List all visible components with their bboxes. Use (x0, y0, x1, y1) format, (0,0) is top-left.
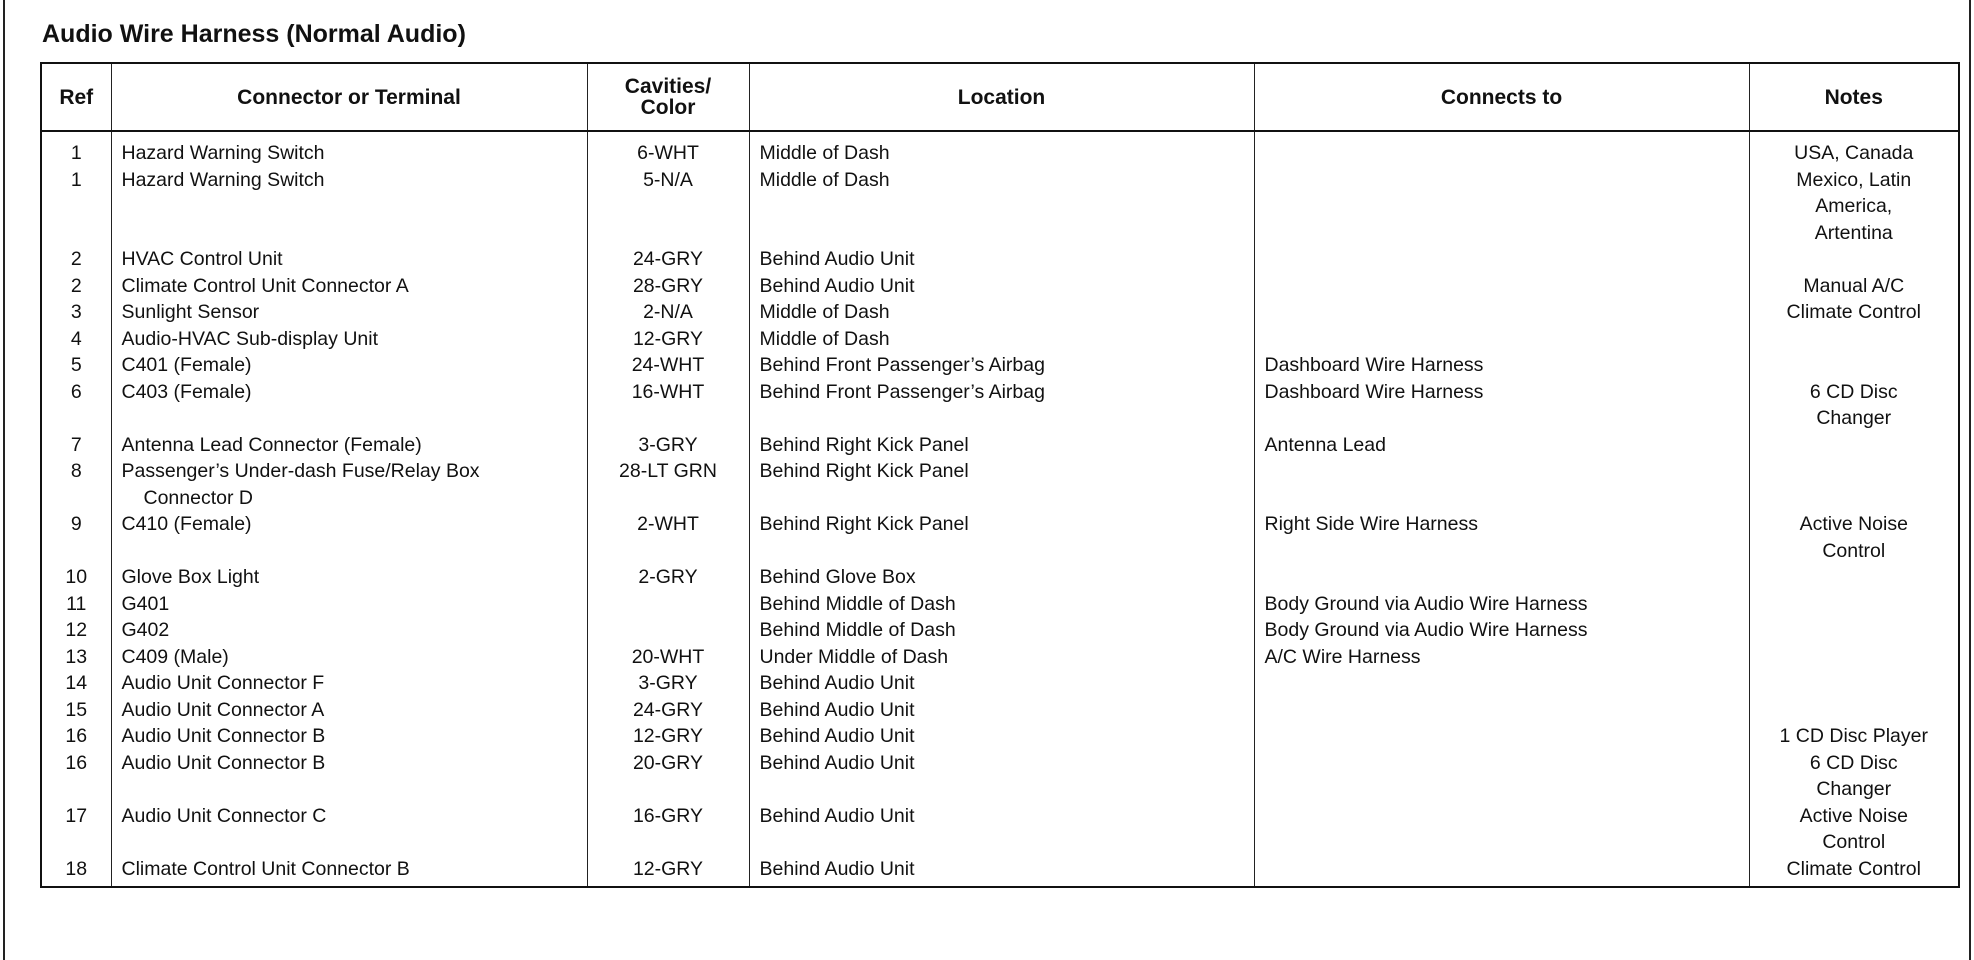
table-row (41, 617, 1959, 644)
cell-connector (111, 299, 587, 326)
header-ref: Ref (41, 63, 111, 131)
table-row (41, 273, 1959, 300)
cell-connector (111, 273, 587, 300)
cell-connects-to (1254, 131, 1749, 167)
cell-connector (111, 750, 587, 803)
cell-location: Behind Glove Box (749, 564, 1254, 591)
table-row (41, 564, 1959, 591)
cell-location: Behind Audio Unit (749, 697, 1254, 724)
cell-location: Behind Right Kick Panel (749, 432, 1254, 459)
cell-notes (1749, 511, 1959, 564)
cell-notes (1749, 750, 1959, 803)
cell-cavities: 12-GRY (587, 326, 749, 353)
notes-line: Climate Control (1786, 857, 1921, 880)
cell-connects-to (1254, 299, 1749, 326)
cell-location: Under Middle of Dash (749, 644, 1254, 671)
cell-cavities: 5-N/A (587, 167, 749, 247)
connector-line: Audio Unit Connector A (121, 698, 325, 721)
cell-notes (1749, 564, 1959, 591)
connector-line: Audio Unit Connector C (121, 804, 327, 827)
cell-ref: 16 (65, 751, 88, 774)
header-location: Location (749, 63, 1254, 131)
connector-line: Audio-HVAC Sub-display Unit (121, 327, 378, 350)
cell-notes (1749, 723, 1959, 750)
cell-connector (111, 458, 587, 511)
table-row (41, 379, 1959, 432)
cell-ref: 17 (65, 804, 88, 827)
cell-connects-to (1254, 458, 1749, 511)
page-right-border (1969, 0, 1971, 960)
connector-line: Audio Unit Connector B (121, 751, 326, 774)
table-row (41, 856, 1959, 888)
cell-notes (1749, 856, 1959, 888)
cell-location: Behind Right Kick Panel (749, 511, 1254, 564)
table-row (41, 167, 1959, 247)
cell-ref: 13 (65, 645, 88, 668)
cell-connects-to: A/C Wire Harness (1254, 644, 1749, 671)
header-notes: Notes (1749, 63, 1959, 131)
cell-cavities: 28-GRY (587, 273, 749, 300)
cell-cavities: 24-GRY (587, 246, 749, 273)
cell-connects-to (1254, 803, 1749, 856)
cell-cavities: 24-GRY (587, 697, 749, 724)
cell-ref: 11 (66, 592, 87, 615)
cell-cavities: 3-GRY (587, 670, 749, 697)
table-row (41, 697, 1959, 724)
connector-line: Glove Box Light (121, 566, 260, 588)
table-row (41, 670, 1959, 697)
cell-ref: 7 (70, 433, 82, 456)
cell-location: Behind Audio Unit (749, 273, 1254, 300)
cell-notes (1749, 432, 1959, 459)
table-row (41, 326, 1959, 353)
notes-line: America, (1815, 195, 1893, 217)
cell-ref: 1 (70, 168, 82, 191)
cell-location: Behind Front Passenger’s Airbag (749, 379, 1254, 432)
cell-connects-to (1254, 856, 1749, 888)
table-row (41, 458, 1959, 511)
notes-line: Manual A/C (1803, 274, 1905, 297)
cell-connects-to (1254, 167, 1749, 247)
connector-line: Climate Control Unit Connector A (121, 274, 409, 297)
connector-line: HVAC Control Unit (121, 248, 283, 270)
notes-line: Active Noise (1799, 513, 1908, 535)
cell-cavities: 24-WHT (587, 352, 749, 379)
connector-line: G402 (121, 619, 170, 641)
cell-connects-to: Antenna Lead (1254, 432, 1749, 459)
cell-ref: 6 (70, 380, 82, 403)
cell-ref: 9 (70, 513, 82, 535)
notes-line: USA, Canada (1794, 142, 1914, 164)
cell-notes (1749, 697, 1959, 724)
cell-cavities: 12-GRY (587, 723, 749, 750)
notes-line: 6 CD Disc (1809, 751, 1898, 774)
header-cavities-line1: Cavities/ (624, 75, 712, 98)
cell-location: Behind Front Passenger’s Airbag (749, 352, 1254, 379)
cell-connector (111, 432, 587, 459)
cell-location: Middle of Dash (749, 131, 1254, 167)
cell-connector (111, 326, 587, 353)
cell-ref: 16 (65, 725, 88, 747)
cell-connector (111, 564, 587, 591)
cell-connects-to (1254, 564, 1749, 591)
harness-table (40, 62, 1960, 888)
cell-connector (111, 591, 587, 618)
cell-connects-to: Right Side Wire Harness (1254, 511, 1749, 564)
connector-line: Connector D (143, 486, 253, 509)
cell-ref: 1 (70, 142, 82, 164)
connector-line: Climate Control Unit Connector B (121, 857, 410, 880)
cell-connects-to (1254, 326, 1749, 353)
cell-connector (111, 803, 587, 856)
cell-cavities: 28-LT GRN (587, 458, 749, 511)
cell-connector (111, 670, 587, 697)
cell-cavities: 12-GRY (587, 856, 749, 888)
cell-notes (1749, 803, 1959, 856)
table-row (41, 644, 1959, 671)
header-cavities-line2: Color (640, 96, 696, 119)
cell-connects-to (1254, 273, 1749, 300)
cell-cavities: 2-N/A (587, 299, 749, 326)
connector-line: G401 (121, 592, 170, 615)
notes-line: Changer (1816, 778, 1892, 800)
cell-location: Behind Audio Unit (749, 723, 1254, 750)
cell-notes (1749, 167, 1959, 247)
cell-ref: 2 (70, 274, 82, 297)
table-header-row (41, 63, 1959, 131)
table-row (41, 723, 1959, 750)
table-row (41, 591, 1959, 618)
table-row (41, 803, 1959, 856)
cell-connects-to (1254, 697, 1749, 724)
cell-notes (1749, 644, 1959, 671)
cell-connects-to: Body Ground via Audio Wire Harness (1254, 591, 1749, 618)
cell-connects-to (1254, 723, 1749, 750)
table-row (41, 352, 1959, 379)
notes-line: 1 CD Disc Player (1779, 725, 1928, 747)
cell-connects-to: Body Ground via Audio Wire Harness (1254, 617, 1749, 644)
notes-line: Active Noise (1799, 804, 1908, 827)
table-row (41, 432, 1959, 459)
cell-location: Behind Audio Unit (749, 803, 1254, 856)
cell-ref: 10 (65, 566, 88, 588)
cell-connector (111, 379, 587, 432)
connector-line: Antenna Lead Connector (Female) (121, 433, 422, 456)
cell-cavities: 20-GRY (587, 750, 749, 803)
cell-location: Behind Middle of Dash (749, 617, 1254, 644)
cell-location: Middle of Dash (749, 167, 1254, 247)
notes-line: Climate Control (1786, 301, 1921, 323)
header-connector: Connector or Terminal (111, 63, 587, 131)
notes-line: Artentina (1814, 221, 1893, 244)
cell-notes (1749, 131, 1959, 167)
cell-connector (111, 697, 587, 724)
cell-connector (111, 246, 587, 273)
cell-location: Middle of Dash (749, 299, 1254, 326)
cell-ref: 12 (65, 619, 88, 641)
notes-line: Control (1822, 831, 1886, 853)
page-left-border (3, 0, 5, 960)
cell-cavities: 3-GRY (587, 432, 749, 459)
table-row (41, 246, 1959, 273)
notes-line: Control (1822, 539, 1886, 562)
table-row (41, 131, 1959, 167)
cell-connector (111, 644, 587, 671)
table-body (41, 131, 1959, 887)
cell-location: Behind Right Kick Panel (749, 458, 1254, 511)
cell-cavities: 16-WHT (587, 379, 749, 432)
connector-line: Hazard Warning Switch (121, 168, 325, 191)
cell-cavities (587, 617, 749, 644)
cell-connector (111, 723, 587, 750)
cell-connector (111, 617, 587, 644)
cell-ref: 8 (70, 460, 82, 482)
cell-location: Behind Audio Unit (749, 246, 1254, 273)
cell-location: Middle of Dash (749, 326, 1254, 353)
cell-cavities: 20-WHT (587, 644, 749, 671)
cell-connector (111, 511, 587, 564)
cell-connects-to: Dashboard Wire Harness (1254, 352, 1749, 379)
connector-line: Hazard Warning Switch (121, 142, 325, 164)
notes-line: Changer (1816, 407, 1892, 429)
connector-line: C401 (Female) (121, 354, 252, 376)
table-row (41, 299, 1959, 326)
cell-notes (1749, 352, 1959, 379)
connector-line: Passenger’s Under-dash Fuse/Relay Box (121, 460, 480, 482)
cell-ref: 14 (65, 672, 88, 694)
cell-cavities: 16-GRY (587, 803, 749, 856)
cell-cavities: 2-GRY (587, 564, 749, 591)
cell-cavities (587, 591, 749, 618)
cell-connector (111, 856, 587, 888)
connector-line: C410 (Female) (121, 513, 252, 535)
cell-notes (1749, 326, 1959, 353)
cell-connects-to (1254, 670, 1749, 697)
cell-notes (1749, 379, 1959, 432)
document-title: Audio Wire Harness (Normal Audio) (42, 20, 466, 48)
table-row (41, 750, 1959, 803)
cell-connects-to: Dashboard Wire Harness (1254, 379, 1749, 432)
cell-cavities: 2-WHT (587, 511, 749, 564)
cell-connects-to (1254, 246, 1749, 273)
connector-line: C409 (Male) (121, 645, 229, 668)
cell-connects-to (1254, 750, 1749, 803)
cell-notes (1749, 458, 1959, 511)
cell-notes (1749, 273, 1959, 300)
cell-ref: 3 (70, 301, 82, 323)
cell-connector (111, 167, 587, 247)
cell-ref: 15 (65, 698, 88, 721)
connector-line: C403 (Female) (121, 380, 252, 403)
cell-connector (111, 131, 587, 167)
connector-line: Audio Unit Connector B (121, 725, 326, 747)
notes-line: 6 CD Disc (1809, 380, 1898, 403)
header-cavities (587, 63, 749, 131)
cell-location: Behind Audio Unit (749, 670, 1254, 697)
cell-ref: 2 (70, 248, 82, 270)
cell-notes (1749, 299, 1959, 326)
cell-location: Behind Audio Unit (749, 856, 1254, 888)
cell-location: Behind Middle of Dash (749, 591, 1254, 618)
cell-notes (1749, 670, 1959, 697)
cell-cavities: 6-WHT (587, 131, 749, 167)
cell-connector (111, 352, 587, 379)
table-row (41, 511, 1959, 564)
connector-line: Sunlight Sensor (121, 301, 260, 323)
notes-line: Mexico, Latin (1796, 168, 1912, 191)
cell-location: Behind Audio Unit (749, 750, 1254, 803)
cell-notes (1749, 591, 1959, 618)
connector-line: Audio Unit Connector F (121, 672, 325, 694)
cell-notes (1749, 617, 1959, 644)
header-connects-to: Connects to (1254, 63, 1749, 131)
cell-ref: 5 (70, 354, 82, 376)
cell-notes (1749, 246, 1959, 273)
cell-ref: 4 (70, 327, 82, 350)
cell-ref: 18 (65, 857, 88, 880)
